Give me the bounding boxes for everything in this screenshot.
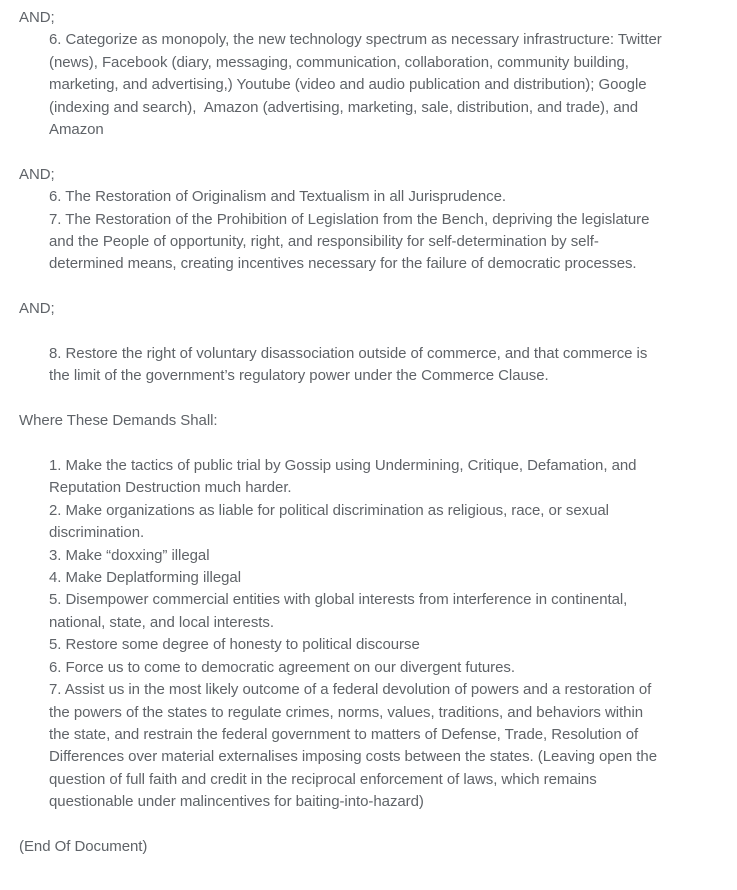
text-line: determined means, creating incentives necessary for the failure of democratic processes. bbox=[49, 255, 637, 273]
text-line: question of full faith and credit in the reciprocal enforcement of laws, which remains bbox=[49, 770, 597, 788]
text-line: (indexing and search), Amazon (advertising, marketing, sale, distribution, and trade), and bbox=[49, 98, 639, 116]
text-line: questionable under malincentives for baiting-into-hazard) bbox=[49, 793, 424, 811]
text-line: 3. Make “doxxing” illegal bbox=[49, 546, 210, 564]
text-line: 7. Assist us in the most likely outcome of a federal devolution of powers and a restoration of bbox=[49, 681, 652, 699]
text-line: Differences over material externalises imposing costs between the states. (Leaving open the bbox=[49, 748, 658, 766]
text-line: 6. Categorize as monopoly, the new technology spectrum as necessary infrastructure: Twitter bbox=[49, 31, 662, 49]
text-line: 1. Make the tactics of public trial by Gossip using Undermining, Critique, Defamation, and bbox=[49, 457, 637, 475]
text-line: 6. The Restoration of Originalism and Textualism in all Jurisprudence. bbox=[49, 188, 507, 206]
text-line: national, state, and local interests. bbox=[49, 613, 274, 631]
text-line: AND; bbox=[19, 9, 55, 26]
spacer bbox=[19, 388, 719, 410]
text-line: 6. Force us to come to democratic agreement on our divergent futures. bbox=[49, 658, 515, 676]
paragraph-demands-list bbox=[49, 455, 719, 814]
spacer bbox=[19, 433, 719, 455]
paragraph-monopoly-categorization bbox=[49, 29, 719, 141]
text-line: 5. Disempower commercial entities with global interests from interference in continental, bbox=[49, 591, 628, 609]
text-line: marketing, and advertising,) Youtube (video and audio publication and distribution); Google bbox=[49, 76, 647, 94]
text-line: the powers of the states to regulate crimes, norms, values, traditions, and behaviors within bbox=[49, 703, 644, 721]
text-line: 7. The Restoration of the Prohibition of Legislation from the Bench, depriving the legislature bbox=[49, 210, 650, 228]
paragraph-voluntary-disassociation bbox=[49, 343, 719, 388]
demands-heading bbox=[19, 410, 719, 432]
text-line: AND; bbox=[19, 300, 55, 318]
and-separator-1 bbox=[19, 7, 719, 29]
end-of-document-marker bbox=[19, 836, 719, 858]
spacer bbox=[19, 276, 719, 298]
text-line: AND; bbox=[19, 165, 55, 183]
document-body bbox=[19, 7, 719, 858]
text-line: Where These Demands Shall: bbox=[19, 412, 218, 430]
spacer bbox=[19, 321, 719, 343]
text-line: 8. Restore the right of voluntary disassociation outside of commerce, and that commerce is bbox=[49, 345, 648, 363]
text-line: Reputation Destruction much harder. bbox=[49, 479, 292, 497]
text-line: (news), Facebook (diary, messaging, communication, collaboration, community building, bbox=[49, 53, 629, 71]
text-line: and the People of opportunity, right, and responsibility for self-determination by self- bbox=[49, 233, 599, 251]
text-line: 4. Make Deplatforming illegal bbox=[49, 569, 241, 587]
text-line: 2. Make organizations as liable for political discrimination as religious, race, or sexual bbox=[49, 501, 609, 519]
and-separator-3 bbox=[19, 298, 719, 320]
text-line: the limit of the government’s regulatory power under the Commerce Clause. bbox=[49, 367, 549, 385]
and-separator-2 bbox=[19, 164, 719, 186]
text-line: discrimination. bbox=[49, 524, 145, 542]
paragraph-jurisprudence bbox=[49, 186, 719, 276]
spacer bbox=[19, 814, 719, 836]
text-line: Amazon bbox=[49, 121, 104, 139]
text-line: the state, and restrain the federal government to matters of Defense, Trade, Resolution of bbox=[49, 725, 639, 743]
text-line: 5. Restore some degree of honesty to political discourse bbox=[49, 636, 420, 654]
spacer bbox=[19, 141, 719, 163]
text-line: (End Of Document) bbox=[19, 837, 148, 855]
